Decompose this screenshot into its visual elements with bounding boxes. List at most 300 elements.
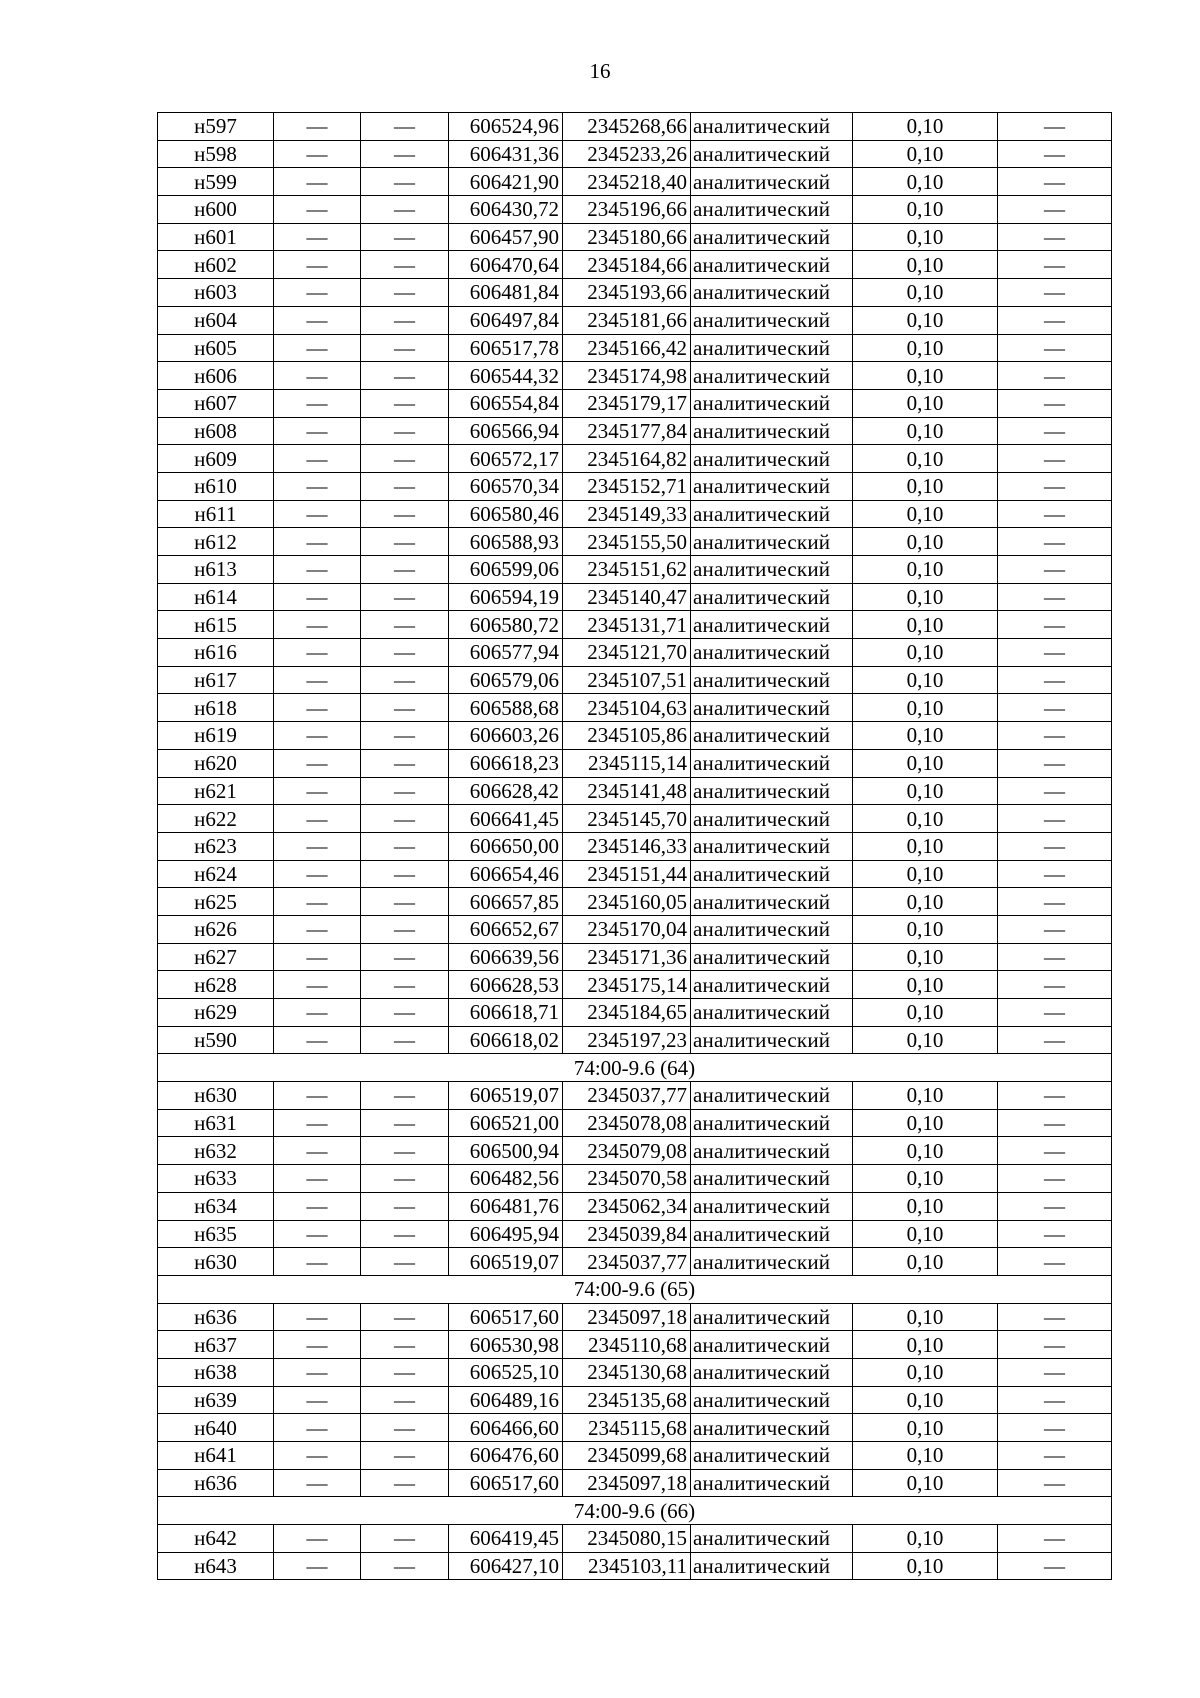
description-cell: — [998, 583, 1112, 611]
old-x-cell: — [274, 915, 361, 943]
y-cell: 2345179,17 [563, 389, 691, 417]
method-cell: аналитический [691, 1192, 853, 1220]
old-x-cell: — [274, 1442, 361, 1470]
section-header-row [158, 1054, 1112, 1082]
old-y-cell: — [361, 445, 449, 473]
x-cell: 606594,19 [449, 583, 563, 611]
description-cell: — [998, 860, 1112, 888]
y-cell: 2345131,71 [563, 611, 691, 639]
x-cell: 606421,90 [449, 168, 563, 196]
old-x-cell: — [274, 140, 361, 168]
x-cell: 606657,85 [449, 888, 563, 916]
description-cell: — [998, 140, 1112, 168]
point-cell: н605 [158, 334, 274, 362]
table-row [158, 1442, 1112, 1470]
y-cell: 2345170,04 [563, 915, 691, 943]
y-cell: 2345218,40 [563, 168, 691, 196]
accuracy-cell: 0,10 [853, 140, 998, 168]
point-cell: н611 [158, 500, 274, 528]
table-row [158, 777, 1112, 805]
table-row [158, 1414, 1112, 1442]
accuracy-cell: 0,10 [853, 500, 998, 528]
old-x-cell: — [274, 832, 361, 860]
table-row [158, 140, 1112, 168]
method-cell: аналитический [691, 888, 853, 916]
accuracy-cell: 0,10 [853, 472, 998, 500]
accuracy-cell: 0,10 [853, 251, 998, 279]
point-cell: н609 [158, 445, 274, 473]
old-x-cell: — [274, 472, 361, 500]
description-cell: — [998, 472, 1112, 500]
y-cell: 2345175,14 [563, 971, 691, 999]
point-cell: н621 [158, 777, 274, 805]
x-cell: 606517,60 [449, 1303, 563, 1331]
description-cell: — [998, 1525, 1112, 1553]
accuracy-cell: 0,10 [853, 196, 998, 224]
old-x-cell: — [274, 417, 361, 445]
method-cell: аналитический [691, 1165, 853, 1193]
point-cell: н641 [158, 1442, 274, 1470]
y-cell: 2345197,23 [563, 1026, 691, 1054]
page-number: 16 [589, 59, 611, 83]
table-row [158, 1082, 1112, 1110]
method-cell: аналитический [691, 113, 853, 141]
description-cell: — [998, 943, 1112, 971]
accuracy-cell: 0,10 [853, 417, 998, 445]
point-cell: н614 [158, 583, 274, 611]
description-cell: — [998, 1192, 1112, 1220]
method-cell: аналитический [691, 223, 853, 251]
point-cell: н598 [158, 140, 274, 168]
x-cell: 606639,56 [449, 943, 563, 971]
old-x-cell: — [274, 362, 361, 390]
section-header-row [158, 1497, 1112, 1525]
accuracy-cell: 0,10 [853, 168, 998, 196]
table-row [158, 445, 1112, 473]
old-y-cell: — [361, 223, 449, 251]
old-y-cell: — [361, 306, 449, 334]
accuracy-cell: 0,10 [853, 805, 998, 833]
x-cell: 606476,60 [449, 1442, 563, 1470]
y-cell: 2345141,48 [563, 777, 691, 805]
old-y-cell: — [361, 1026, 449, 1054]
accuracy-cell: 0,10 [853, 1109, 998, 1137]
table-row [158, 279, 1112, 307]
table-row [158, 999, 1112, 1027]
method-cell: аналитический [691, 1026, 853, 1054]
description-cell: — [998, 639, 1112, 667]
y-cell: 2345115,14 [563, 749, 691, 777]
description-cell: — [998, 113, 1112, 141]
table-row [158, 915, 1112, 943]
description-cell: — [998, 223, 1112, 251]
description-cell: — [998, 334, 1112, 362]
old-x-cell: — [274, 666, 361, 694]
point-cell: н630 [158, 1082, 274, 1110]
old-y-cell: — [361, 832, 449, 860]
old-x-cell: — [274, 1165, 361, 1193]
y-cell: 2345104,63 [563, 694, 691, 722]
x-cell: 606588,93 [449, 528, 563, 556]
point-cell: н634 [158, 1192, 274, 1220]
description-cell: — [998, 306, 1112, 334]
point-cell: н632 [158, 1137, 274, 1165]
old-y-cell: — [361, 1469, 449, 1497]
section-title: 74:00-9.6 (64) [158, 1054, 1112, 1082]
old-y-cell: — [361, 666, 449, 694]
old-y-cell: — [361, 389, 449, 417]
accuracy-cell: 0,10 [853, 971, 998, 999]
old-x-cell: — [274, 999, 361, 1027]
point-cell: н602 [158, 251, 274, 279]
x-cell: 606650,00 [449, 832, 563, 860]
old-y-cell: — [361, 1442, 449, 1470]
method-cell: аналитический [691, 722, 853, 750]
x-cell: 606431,36 [449, 140, 563, 168]
old-x-cell: — [274, 583, 361, 611]
old-y-cell: — [361, 168, 449, 196]
point-cell: н637 [158, 1331, 274, 1359]
description-cell: — [998, 1109, 1112, 1137]
method-cell: аналитический [691, 805, 853, 833]
old-x-cell: — [274, 1082, 361, 1110]
y-cell: 2345155,50 [563, 528, 691, 556]
table-row [158, 1386, 1112, 1414]
point-cell: н636 [158, 1469, 274, 1497]
description-cell: — [998, 1165, 1112, 1193]
accuracy-cell: 0,10 [853, 832, 998, 860]
accuracy-cell: 0,10 [853, 528, 998, 556]
method-cell: аналитический [691, 1248, 853, 1276]
accuracy-cell: 0,10 [853, 1137, 998, 1165]
table-row [158, 389, 1112, 417]
y-cell: 2345078,08 [563, 1109, 691, 1137]
description-cell: — [998, 1137, 1112, 1165]
x-cell: 606618,02 [449, 1026, 563, 1054]
x-cell: 606572,17 [449, 445, 563, 473]
old-x-cell: — [274, 943, 361, 971]
table-row [158, 971, 1112, 999]
method-cell: аналитический [691, 860, 853, 888]
y-cell: 2345099,68 [563, 1442, 691, 1470]
y-cell: 2345121,70 [563, 639, 691, 667]
description-cell: — [998, 168, 1112, 196]
description-cell: — [998, 1358, 1112, 1386]
point-cell: н622 [158, 805, 274, 833]
y-cell: 2345193,66 [563, 279, 691, 307]
old-x-cell: — [274, 722, 361, 750]
old-x-cell: — [274, 1331, 361, 1359]
table-row [158, 472, 1112, 500]
old-x-cell: — [274, 306, 361, 334]
x-cell: 606530,98 [449, 1331, 563, 1359]
method-cell: аналитический [691, 1082, 853, 1110]
old-y-cell: — [361, 1303, 449, 1331]
point-cell: н601 [158, 223, 274, 251]
method-cell: аналитический [691, 140, 853, 168]
point-cell: н626 [158, 915, 274, 943]
method-cell: аналитический [691, 528, 853, 556]
old-x-cell: — [274, 168, 361, 196]
accuracy-cell: 0,10 [853, 860, 998, 888]
old-y-cell: — [361, 943, 449, 971]
description-cell: — [998, 999, 1112, 1027]
table-row [158, 943, 1112, 971]
old-x-cell: — [274, 389, 361, 417]
accuracy-cell: 0,10 [853, 306, 998, 334]
y-cell: 2345140,47 [563, 583, 691, 611]
accuracy-cell: 0,10 [853, 943, 998, 971]
old-y-cell: — [361, 1192, 449, 1220]
accuracy-cell: 0,10 [853, 1082, 998, 1110]
old-y-cell: — [361, 860, 449, 888]
x-cell: 606580,46 [449, 500, 563, 528]
x-cell: 606466,60 [449, 1414, 563, 1442]
y-cell: 2345070,58 [563, 1165, 691, 1193]
point-cell: н630 [158, 1248, 274, 1276]
description-cell: — [998, 777, 1112, 805]
y-cell: 2345105,86 [563, 722, 691, 750]
x-cell: 606554,84 [449, 389, 563, 417]
method-cell: аналитический [691, 694, 853, 722]
x-cell: 606603,26 [449, 722, 563, 750]
table-row [158, 749, 1112, 777]
old-x-cell: — [274, 1192, 361, 1220]
old-y-cell: — [361, 749, 449, 777]
old-x-cell: — [274, 251, 361, 279]
accuracy-cell: 0,10 [853, 1386, 998, 1414]
table-body [158, 113, 1112, 1580]
x-cell: 606427,10 [449, 1552, 563, 1580]
table-row [158, 1165, 1112, 1193]
description-cell: — [998, 279, 1112, 307]
table-row [158, 223, 1112, 251]
old-x-cell: — [274, 1386, 361, 1414]
table-row [158, 528, 1112, 556]
accuracy-cell: 0,10 [853, 722, 998, 750]
old-y-cell: — [361, 1414, 449, 1442]
old-x-cell: — [274, 971, 361, 999]
method-cell: аналитический [691, 749, 853, 777]
x-cell: 606618,71 [449, 999, 563, 1027]
x-cell: 606517,78 [449, 334, 563, 362]
point-cell: н613 [158, 556, 274, 584]
old-y-cell: — [361, 1220, 449, 1248]
x-cell: 606599,06 [449, 556, 563, 584]
old-x-cell: — [274, 639, 361, 667]
point-cell: н600 [158, 196, 274, 224]
old-y-cell: — [361, 888, 449, 916]
y-cell: 2345080,15 [563, 1525, 691, 1553]
point-cell: н608 [158, 417, 274, 445]
description-cell: — [998, 528, 1112, 556]
old-y-cell: — [361, 472, 449, 500]
accuracy-cell: 0,10 [853, 666, 998, 694]
table-row [158, 611, 1112, 639]
old-x-cell: — [274, 860, 361, 888]
old-y-cell: — [361, 528, 449, 556]
description-cell: — [998, 1303, 1112, 1331]
old-y-cell: — [361, 1331, 449, 1359]
y-cell: 2345164,82 [563, 445, 691, 473]
point-cell: н615 [158, 611, 274, 639]
accuracy-cell: 0,10 [853, 888, 998, 916]
accuracy-cell: 0,10 [853, 777, 998, 805]
old-x-cell: — [274, 749, 361, 777]
y-cell: 2345039,84 [563, 1220, 691, 1248]
section-title: 74:00-9.6 (65) [158, 1275, 1112, 1303]
old-y-cell: — [361, 1082, 449, 1110]
description-cell: — [998, 611, 1112, 639]
method-cell: аналитический [691, 999, 853, 1027]
point-cell: н643 [158, 1552, 274, 1580]
description-cell: — [998, 500, 1112, 528]
x-cell: 606430,72 [449, 196, 563, 224]
point-cell: н635 [158, 1220, 274, 1248]
old-x-cell: — [274, 1303, 361, 1331]
y-cell: 2345233,26 [563, 140, 691, 168]
method-cell: аналитический [691, 777, 853, 805]
accuracy-cell: 0,10 [853, 1358, 998, 1386]
old-y-cell: — [361, 362, 449, 390]
y-cell: 2345062,34 [563, 1192, 691, 1220]
table-row [158, 500, 1112, 528]
table-row [158, 362, 1112, 390]
point-cell: н624 [158, 860, 274, 888]
x-cell: 606618,23 [449, 749, 563, 777]
table-row [158, 417, 1112, 445]
old-y-cell: — [361, 334, 449, 362]
table-row [158, 1220, 1112, 1248]
description-cell: — [998, 749, 1112, 777]
x-cell: 606641,45 [449, 805, 563, 833]
table-row [158, 251, 1112, 279]
point-cell: н604 [158, 306, 274, 334]
old-x-cell: — [274, 888, 361, 916]
table-row [158, 334, 1112, 362]
description-cell: — [998, 722, 1112, 750]
accuracy-cell: 0,10 [853, 1442, 998, 1470]
method-cell: аналитический [691, 666, 853, 694]
old-x-cell: — [274, 694, 361, 722]
method-cell: аналитический [691, 1442, 853, 1470]
y-cell: 2345145,70 [563, 805, 691, 833]
point-cell: н619 [158, 722, 274, 750]
accuracy-cell: 0,10 [853, 1220, 998, 1248]
accuracy-cell: 0,10 [853, 1469, 998, 1497]
method-cell: аналитический [691, 500, 853, 528]
x-cell: 606588,68 [449, 694, 563, 722]
table-row [158, 1303, 1112, 1331]
old-x-cell: — [274, 1220, 361, 1248]
y-cell: 2345146,33 [563, 832, 691, 860]
y-cell: 2345184,66 [563, 251, 691, 279]
method-cell: аналитический [691, 306, 853, 334]
old-y-cell: — [361, 1109, 449, 1137]
x-cell: 606654,46 [449, 860, 563, 888]
old-y-cell: — [361, 196, 449, 224]
table-row [158, 805, 1112, 833]
accuracy-cell: 0,10 [853, 611, 998, 639]
point-cell: н636 [158, 1303, 274, 1331]
table-row [158, 1331, 1112, 1359]
point-cell: н638 [158, 1358, 274, 1386]
point-cell: н633 [158, 1165, 274, 1193]
accuracy-cell: 0,10 [853, 1414, 998, 1442]
x-cell: 606566,94 [449, 417, 563, 445]
table-row [158, 583, 1112, 611]
y-cell: 2345151,62 [563, 556, 691, 584]
method-cell: аналитический [691, 1386, 853, 1414]
method-cell: аналитический [691, 1469, 853, 1497]
old-x-cell: — [274, 334, 361, 362]
x-cell: 606544,32 [449, 362, 563, 390]
accuracy-cell: 0,10 [853, 556, 998, 584]
old-x-cell: — [274, 1525, 361, 1553]
old-y-cell: — [361, 1552, 449, 1580]
old-x-cell: — [274, 1469, 361, 1497]
description-cell: — [998, 1026, 1112, 1054]
y-cell: 2345196,66 [563, 196, 691, 224]
y-cell: 2345079,08 [563, 1137, 691, 1165]
method-cell: аналитический [691, 943, 853, 971]
accuracy-cell: 0,10 [853, 362, 998, 390]
x-cell: 606628,42 [449, 777, 563, 805]
y-cell: 2345184,65 [563, 999, 691, 1027]
accuracy-cell: 0,10 [853, 1331, 998, 1359]
x-cell: 606577,94 [449, 639, 563, 667]
x-cell: 606457,90 [449, 223, 563, 251]
x-cell: 606517,60 [449, 1469, 563, 1497]
method-cell: аналитический [691, 196, 853, 224]
method-cell: аналитический [691, 1358, 853, 1386]
old-y-cell: — [361, 583, 449, 611]
y-cell: 2345268,66 [563, 113, 691, 141]
x-cell: 606481,84 [449, 279, 563, 307]
description-cell: — [998, 888, 1112, 916]
description-cell: — [998, 1469, 1112, 1497]
point-cell: н640 [158, 1414, 274, 1442]
point-cell: н631 [158, 1109, 274, 1137]
table-row [158, 306, 1112, 334]
description-cell: — [998, 1442, 1112, 1470]
section-header-row [158, 1275, 1112, 1303]
table-row [158, 694, 1112, 722]
description-cell: — [998, 417, 1112, 445]
point-cell: н590 [158, 1026, 274, 1054]
accuracy-cell: 0,10 [853, 113, 998, 141]
old-x-cell: — [274, 279, 361, 307]
old-x-cell: — [274, 1358, 361, 1386]
y-cell: 2345171,36 [563, 943, 691, 971]
y-cell: 2345181,66 [563, 306, 691, 334]
method-cell: аналитический [691, 279, 853, 307]
y-cell: 2345107,51 [563, 666, 691, 694]
description-cell: — [998, 1248, 1112, 1276]
method-cell: аналитический [691, 1331, 853, 1359]
x-cell: 606524,96 [449, 113, 563, 141]
description-cell: — [998, 832, 1112, 860]
old-x-cell: — [274, 500, 361, 528]
x-cell: 606525,10 [449, 1358, 563, 1386]
point-cell: н617 [158, 666, 274, 694]
old-y-cell: — [361, 417, 449, 445]
x-cell: 606580,72 [449, 611, 563, 639]
old-y-cell: — [361, 805, 449, 833]
x-cell: 606482,56 [449, 1165, 563, 1193]
old-y-cell: — [361, 915, 449, 943]
accuracy-cell: 0,10 [853, 694, 998, 722]
